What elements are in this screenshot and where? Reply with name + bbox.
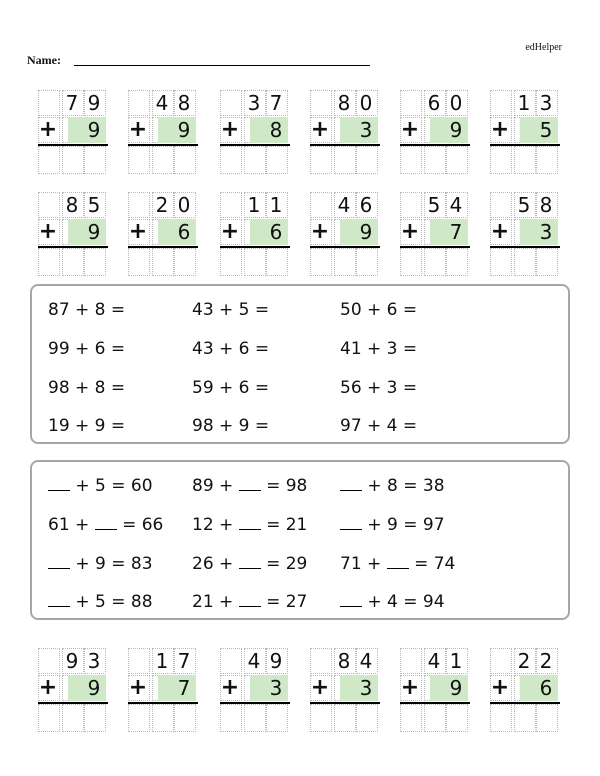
sum-rule: [220, 144, 290, 146]
ones-digit: 1: [449, 649, 463, 673]
plus-sign: +: [310, 675, 330, 700]
missing-addend-equation: [340, 592, 445, 612]
grid-cell[interactable]: [266, 146, 288, 174]
grid-cell[interactable]: [152, 248, 174, 276]
missing-addend-equation: [340, 554, 455, 574]
grid-cell[interactable]: [536, 248, 558, 276]
addition-equation: 50 + 6 =: [340, 300, 418, 320]
grid-cell[interactable]: [310, 146, 332, 174]
addition-equation: 43 + 6 =: [192, 339, 270, 359]
grid-cell[interactable]: [128, 704, 150, 732]
addition-equation: 97 + 4 =: [340, 416, 418, 436]
vertical-problem: [128, 90, 198, 174]
addition-equation: 56 + 3 =: [340, 378, 418, 398]
grid-cell[interactable]: [356, 146, 378, 174]
name-field[interactable]: [74, 65, 370, 66]
addend-digit: 9: [87, 118, 101, 142]
tens-digit: 7: [65, 91, 79, 115]
sum-rule: [128, 144, 198, 146]
grid-cell[interactable]: [244, 704, 266, 732]
grid-cell: [38, 648, 60, 674]
vertical-problem: [38, 192, 108, 276]
missing-addend-equation: [192, 554, 307, 574]
grid-cell[interactable]: [446, 146, 468, 174]
addition-equation: 19 + 9 =: [48, 416, 126, 436]
grid-cell[interactable]: [490, 704, 512, 732]
grid-cell[interactable]: [62, 146, 84, 174]
answer-blank[interactable]: [340, 592, 362, 607]
tens-digit: 4: [247, 649, 261, 673]
grid-cell: [400, 90, 422, 116]
equation-suffix: + 5 = 60: [75, 476, 153, 496]
vertical-problem: [128, 192, 198, 276]
vertical-problem: [490, 648, 560, 732]
missing-addend-equation: [340, 476, 445, 496]
grid-cell[interactable]: [424, 146, 446, 174]
plus-sign: +: [400, 675, 420, 700]
grid-cell[interactable]: [490, 248, 512, 276]
missing-addend-equation: [48, 476, 153, 496]
grid-cell[interactable]: [62, 248, 84, 276]
grid-cell[interactable]: [62, 704, 84, 732]
addend-digit: 9: [449, 118, 463, 142]
ones-digit: 5: [87, 193, 101, 217]
grid-cell: [310, 192, 332, 218]
tens-digit: 1: [155, 649, 169, 673]
grid-cell: [220, 648, 242, 674]
vertical-problem: [220, 192, 290, 276]
equation-suffix: = 98: [266, 476, 308, 496]
sum-rule: [220, 702, 290, 704]
grid-cell[interactable]: [128, 146, 150, 174]
grid-cell: [490, 648, 512, 674]
plus-sign: +: [128, 117, 148, 142]
sum-rule: [38, 144, 108, 146]
missing-addend-equation: [192, 515, 307, 535]
sum-rule: [490, 246, 560, 248]
vertical-problem: [220, 648, 290, 732]
addend-digit: 9: [87, 220, 101, 244]
equation-suffix: + 9 = 83: [75, 554, 153, 574]
addition-equation: 87 + 8 =: [48, 300, 126, 320]
plus-sign: +: [400, 117, 420, 142]
vertical-problem: [400, 90, 470, 174]
vertical-problem: [400, 648, 470, 732]
grid-cell[interactable]: [38, 704, 60, 732]
equation-suffix: = 21: [266, 515, 308, 535]
vertical-problem: [310, 648, 380, 732]
equation-suffix: + 5 = 88: [75, 592, 153, 612]
grid-cell: [400, 192, 422, 218]
addition-equation: 98 + 9 =: [192, 416, 270, 436]
grid-cell: [128, 192, 150, 218]
answer-blank[interactable]: [239, 592, 261, 607]
plus-sign: +: [220, 219, 240, 244]
ones-digit: 0: [177, 193, 191, 217]
grid-cell: [490, 90, 512, 116]
vertical-problem: [38, 90, 108, 174]
ones-digit: 3: [87, 649, 101, 673]
tens-digit: 6: [427, 91, 441, 115]
grid-cell[interactable]: [220, 248, 242, 276]
grid-cell[interactable]: [38, 248, 60, 276]
answer-blank[interactable]: [387, 554, 409, 569]
grid-cell[interactable]: [446, 704, 468, 732]
vertical-problem: [400, 192, 470, 276]
equation-prefix: 89 +: [192, 476, 234, 496]
sum-rule: [310, 246, 380, 248]
plus-sign: +: [400, 219, 420, 244]
grid-cell[interactable]: [220, 146, 242, 174]
tens-digit: 9: [65, 649, 79, 673]
answer-blank[interactable]: [48, 476, 70, 491]
tens-digit: 4: [337, 193, 351, 217]
plus-sign: +: [220, 675, 240, 700]
grid-cell[interactable]: [514, 704, 536, 732]
addend-digit: 3: [539, 220, 553, 244]
horizontal-problems-box: [30, 284, 570, 444]
plus-sign: +: [310, 117, 330, 142]
vertical-problem: [220, 90, 290, 174]
grid-cell: [128, 90, 150, 116]
addend-digit: 8: [269, 118, 283, 142]
ones-digit: 9: [269, 649, 283, 673]
sum-rule: [490, 702, 560, 704]
sum-rule: [400, 144, 470, 146]
ones-digit: 9: [87, 91, 101, 115]
addition-equation: 99 + 6 =: [48, 339, 126, 359]
vertical-problem: [128, 648, 198, 732]
equation-suffix: + 8 = 38: [367, 476, 445, 496]
vertical-problem: [490, 90, 560, 174]
answer-blank[interactable]: [340, 476, 362, 491]
grid-cell[interactable]: [128, 248, 150, 276]
grid-cell[interactable]: [152, 146, 174, 174]
brand-label: edHelper: [525, 42, 562, 53]
name-label: Name:: [27, 53, 61, 67]
grid-cell[interactable]: [490, 146, 512, 174]
missing-addend-box: [30, 460, 570, 620]
plus-sign: +: [220, 117, 240, 142]
addend-digit: 9: [87, 676, 101, 700]
grid-cell[interactable]: [266, 248, 288, 276]
ones-digit: 7: [177, 649, 191, 673]
ones-digit: 2: [539, 649, 553, 673]
tens-digit: 2: [517, 649, 531, 673]
grid-cell: [220, 90, 242, 116]
sum-rule: [128, 702, 198, 704]
plus-sign: +: [490, 117, 510, 142]
grid-cell: [310, 648, 332, 674]
addition-equation: 98 + 8 =: [48, 378, 126, 398]
equation-suffix: + 9 = 97: [367, 515, 445, 535]
tens-digit: 8: [337, 91, 351, 115]
grid-cell: [220, 192, 242, 218]
addend-digit: 3: [269, 676, 283, 700]
addend-digit: 7: [449, 220, 463, 244]
grid-cell[interactable]: [152, 704, 174, 732]
equation-prefix: 61 +: [48, 515, 90, 535]
tens-digit: 8: [337, 649, 351, 673]
sum-rule: [310, 144, 380, 146]
addend-digit: 3: [359, 118, 373, 142]
grid-cell[interactable]: [84, 704, 106, 732]
addend-digit: 6: [539, 676, 553, 700]
grid-cell[interactable]: [514, 248, 536, 276]
missing-addend-equation: [48, 592, 153, 612]
ones-digit: 0: [449, 91, 463, 115]
grid-cell: [128, 648, 150, 674]
sum-rule: [38, 246, 108, 248]
plus-sign: +: [38, 675, 58, 700]
addend-digit: 9: [449, 676, 463, 700]
grid-cell: [310, 90, 332, 116]
tens-digit: 1: [247, 193, 261, 217]
grid-cell: [38, 192, 60, 218]
addend-digit: 5: [539, 118, 553, 142]
grid-cell[interactable]: [400, 248, 422, 276]
grid-cell[interactable]: [244, 248, 266, 276]
grid-cell[interactable]: [424, 704, 446, 732]
tens-digit: 4: [427, 649, 441, 673]
plus-sign: +: [490, 219, 510, 244]
answer-blank[interactable]: [340, 515, 362, 530]
tens-digit: 8: [65, 193, 79, 217]
vertical-problem: [310, 192, 380, 276]
sum-rule: [490, 144, 560, 146]
grid-cell: [490, 192, 512, 218]
grid-cell[interactable]: [174, 146, 196, 174]
grid-cell: [38, 90, 60, 116]
addend-digit: 6: [269, 220, 283, 244]
ones-digit: 0: [359, 91, 373, 115]
sum-rule: [400, 246, 470, 248]
sum-rule: [128, 246, 198, 248]
ones-digit: 6: [359, 193, 373, 217]
grid-cell[interactable]: [174, 248, 196, 276]
missing-addend-equation: [340, 515, 445, 535]
grid-cell[interactable]: [266, 704, 288, 732]
tens-digit: 5: [517, 193, 531, 217]
grid-cell[interactable]: [220, 704, 242, 732]
sum-rule: [400, 702, 470, 704]
grid-cell[interactable]: [84, 248, 106, 276]
answer-blank[interactable]: [48, 592, 70, 607]
tens-digit: 5: [427, 193, 441, 217]
addend-digit: 6: [177, 220, 191, 244]
grid-cell[interactable]: [514, 146, 536, 174]
grid-cell[interactable]: [38, 146, 60, 174]
addend-digit: 9: [177, 118, 191, 142]
equation-suffix: = 66: [122, 515, 164, 535]
answer-blank[interactable]: [239, 554, 261, 569]
missing-addend-equation: [192, 476, 307, 496]
addend-digit: 9: [359, 220, 373, 244]
grid-cell[interactable]: [536, 704, 558, 732]
grid-cell[interactable]: [400, 146, 422, 174]
addend-digit: 3: [359, 676, 373, 700]
equation-prefix: 21 +: [192, 592, 234, 612]
grid-cell[interactable]: [174, 704, 196, 732]
ones-digit: 3: [539, 91, 553, 115]
answer-blank[interactable]: [95, 515, 117, 530]
grid-cell[interactable]: [536, 146, 558, 174]
vertical-problem: [310, 90, 380, 174]
ones-digit: 8: [539, 193, 553, 217]
plus-sign: +: [38, 219, 58, 244]
missing-addend-equation: [192, 592, 307, 612]
vertical-problem: [38, 648, 108, 732]
equation-suffix: = 74: [414, 554, 456, 574]
grid-cell[interactable]: [334, 248, 356, 276]
ones-digit: 7: [269, 91, 283, 115]
plus-sign: +: [128, 675, 148, 700]
tens-digit: 3: [247, 91, 261, 115]
grid-cell[interactable]: [334, 146, 356, 174]
addition-equation: 59 + 6 =: [192, 378, 270, 398]
grid-cell[interactable]: [244, 146, 266, 174]
vertical-problem: [490, 192, 560, 276]
equation-suffix: + 4 = 94: [367, 592, 445, 612]
ones-digit: 4: [449, 193, 463, 217]
equation-suffix: = 27: [266, 592, 308, 612]
equation-suffix: = 29: [266, 554, 308, 574]
grid-cell[interactable]: [310, 248, 332, 276]
equation-prefix: 12 +: [192, 515, 234, 535]
grid-cell[interactable]: [400, 704, 422, 732]
tens-digit: 1: [517, 91, 531, 115]
grid-cell[interactable]: [356, 248, 378, 276]
grid-cell: [400, 648, 422, 674]
plus-sign: +: [310, 219, 330, 244]
plus-sign: +: [128, 219, 148, 244]
answer-blank[interactable]: [48, 554, 70, 569]
ones-digit: 8: [177, 91, 191, 115]
grid-cell[interactable]: [424, 248, 446, 276]
sum-rule: [38, 702, 108, 704]
ones-digit: 1: [269, 193, 283, 217]
sum-rule: [220, 246, 290, 248]
grid-cell[interactable]: [356, 704, 378, 732]
tens-digit: 2: [155, 193, 169, 217]
missing-addend-equation: [48, 515, 163, 535]
grid-cell[interactable]: [84, 146, 106, 174]
answer-blank[interactable]: [239, 515, 261, 530]
plus-sign: +: [38, 117, 58, 142]
equation-prefix: 26 +: [192, 554, 234, 574]
grid-cell[interactable]: [334, 704, 356, 732]
addend-digit: 7: [177, 676, 191, 700]
equation-prefix: 71 +: [340, 554, 382, 574]
missing-addend-equation: [48, 554, 153, 574]
grid-cell[interactable]: [310, 704, 332, 732]
ones-digit: 4: [359, 649, 373, 673]
answer-blank[interactable]: [239, 476, 261, 491]
sum-rule: [310, 702, 380, 704]
tens-digit: 4: [155, 91, 169, 115]
addition-equation: 43 + 5 =: [192, 300, 270, 320]
grid-cell[interactable]: [446, 248, 468, 276]
addition-equation: 41 + 3 =: [340, 339, 418, 359]
plus-sign: +: [490, 675, 510, 700]
